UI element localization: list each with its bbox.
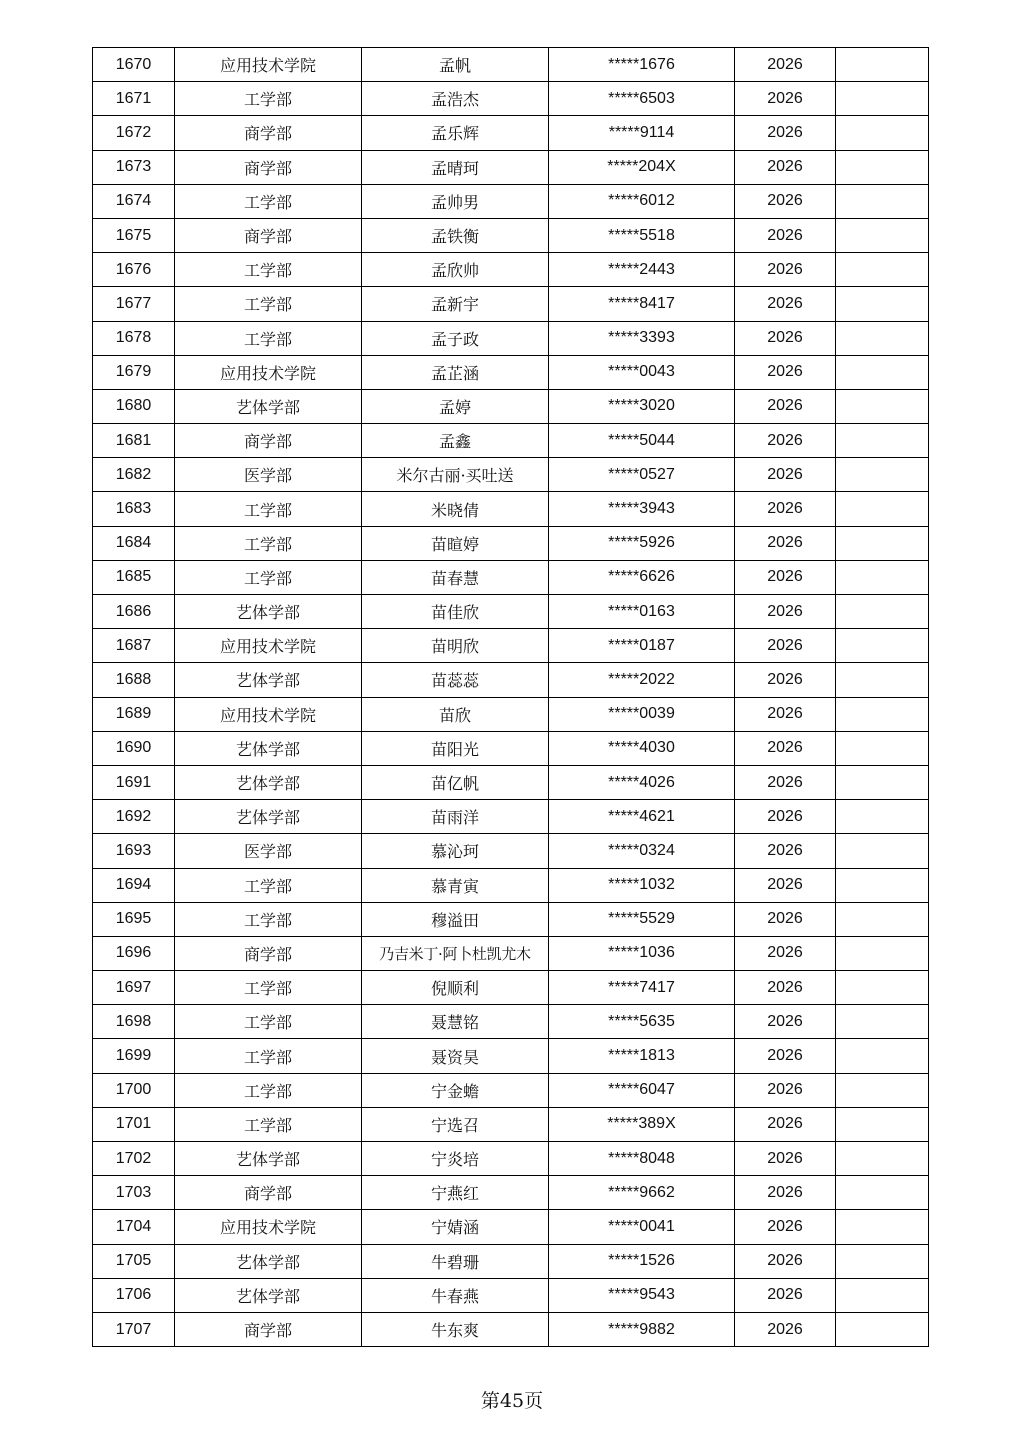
remark-cell (836, 1073, 929, 1107)
year-cell: 2026 (735, 82, 836, 116)
student-name-cell: 聂资昊 (362, 1039, 549, 1073)
student-name-cell: 孟芷涵 (362, 355, 549, 389)
table-row (93, 184, 929, 218)
year-cell: 2026 (735, 663, 836, 697)
remark-cell (836, 560, 929, 594)
table-row (93, 82, 929, 116)
student-name-cell: 孟帆 (362, 48, 549, 82)
masked-id-cell: *****8048 (549, 1142, 735, 1176)
remark-cell (836, 389, 929, 423)
row-number-cell: 1676 (93, 253, 175, 287)
student-name-cell: 苗暄婷 (362, 526, 549, 560)
table-row (93, 1278, 929, 1312)
student-name-cell: 米尔古丽·买吐送 (362, 458, 549, 492)
student-name-cell: 孟浩杰 (362, 82, 549, 116)
masked-id-cell: *****2443 (549, 253, 735, 287)
table-row (93, 1210, 929, 1244)
table-row (93, 868, 929, 902)
row-number-cell: 1702 (93, 1142, 175, 1176)
year-cell: 2026 (735, 765, 836, 799)
department-cell: 商学部 (175, 218, 362, 252)
masked-id-cell: *****1813 (549, 1039, 735, 1073)
masked-id-cell: *****6047 (549, 1073, 735, 1107)
remark-cell (836, 1005, 929, 1039)
student-name-cell: 苗蕊蕊 (362, 663, 549, 697)
student-name-cell: 倪顺利 (362, 971, 549, 1005)
department-cell: 商学部 (175, 1176, 362, 1210)
masked-id-cell: *****6626 (549, 560, 735, 594)
department-cell: 工学部 (175, 902, 362, 936)
department-cell: 艺体学部 (175, 1142, 362, 1176)
department-cell: 工学部 (175, 1039, 362, 1073)
row-number-cell: 1699 (93, 1039, 175, 1073)
row-number-cell: 1674 (93, 184, 175, 218)
year-cell: 2026 (735, 184, 836, 218)
student-name-cell: 宁金蟾 (362, 1073, 549, 1107)
remark-cell (836, 458, 929, 492)
department-cell: 艺体学部 (175, 389, 362, 423)
year-cell: 2026 (735, 800, 836, 834)
year-cell: 2026 (735, 1278, 836, 1312)
student-name-cell: 苗阳光 (362, 731, 549, 765)
department-cell: 艺体学部 (175, 800, 362, 834)
year-cell: 2026 (735, 560, 836, 594)
year-cell: 2026 (735, 731, 836, 765)
year-cell: 2026 (735, 424, 836, 458)
masked-id-cell: *****1676 (549, 48, 735, 82)
year-cell: 2026 (735, 1176, 836, 1210)
student-name-cell: 穆溢田 (362, 902, 549, 936)
row-number-cell: 1698 (93, 1005, 175, 1039)
department-cell: 商学部 (175, 116, 362, 150)
year-cell: 2026 (735, 526, 836, 560)
row-number-cell: 1696 (93, 936, 175, 970)
row-number-cell: 1706 (93, 1278, 175, 1312)
department-cell: 工学部 (175, 560, 362, 594)
department-cell: 工学部 (175, 971, 362, 1005)
table-row (93, 287, 929, 321)
masked-id-cell: *****3943 (549, 492, 735, 526)
row-number-cell: 1686 (93, 595, 175, 629)
roster-table-body (93, 48, 929, 1347)
year-cell: 2026 (735, 389, 836, 423)
table-row (93, 389, 929, 423)
table-row (93, 116, 929, 150)
table-row (93, 834, 929, 868)
row-number-cell: 1678 (93, 321, 175, 355)
department-cell: 应用技术学院 (175, 629, 362, 663)
student-name-cell: 宁燕红 (362, 1176, 549, 1210)
student-name-cell: 孟乐辉 (362, 116, 549, 150)
masked-id-cell: *****0163 (549, 595, 735, 629)
year-cell: 2026 (735, 1210, 836, 1244)
remark-cell (836, 971, 929, 1005)
remark-cell (836, 116, 929, 150)
masked-id-cell: *****0039 (549, 697, 735, 731)
department-cell: 艺体学部 (175, 663, 362, 697)
masked-id-cell: *****0324 (549, 834, 735, 868)
table-row (93, 765, 929, 799)
table-row (93, 697, 929, 731)
masked-id-cell: *****3020 (549, 389, 735, 423)
remark-cell (836, 1312, 929, 1346)
remark-cell (836, 253, 929, 287)
table-row (93, 458, 929, 492)
year-cell: 2026 (735, 116, 836, 150)
department-cell: 艺体学部 (175, 731, 362, 765)
department-cell: 商学部 (175, 424, 362, 458)
masked-id-cell: *****4030 (549, 731, 735, 765)
row-number-cell: 1693 (93, 834, 175, 868)
student-name-cell: 孟晴珂 (362, 150, 549, 184)
remark-cell (836, 629, 929, 663)
student-name-cell: 聂慧铭 (362, 1005, 549, 1039)
table-row (93, 1176, 929, 1210)
masked-id-cell: *****8417 (549, 287, 735, 321)
row-number-cell: 1703 (93, 1176, 175, 1210)
row-number-cell: 1707 (93, 1312, 175, 1346)
student-name-cell: 苗雨洋 (362, 800, 549, 834)
row-number-cell: 1679 (93, 355, 175, 389)
masked-id-cell: *****5926 (549, 526, 735, 560)
remark-cell (836, 321, 929, 355)
row-number-cell: 1695 (93, 902, 175, 936)
year-cell: 2026 (735, 1244, 836, 1278)
table-row (93, 1073, 929, 1107)
masked-id-cell: *****204X (549, 150, 735, 184)
student-name-cell: 慕青寅 (362, 868, 549, 902)
remark-cell (836, 834, 929, 868)
year-cell: 2026 (735, 902, 836, 936)
row-number-cell: 1704 (93, 1210, 175, 1244)
table-row (93, 595, 929, 629)
student-name-cell: 宁选召 (362, 1107, 549, 1141)
student-name-cell: 苗春慧 (362, 560, 549, 594)
department-cell: 艺体学部 (175, 1244, 362, 1278)
row-number-cell: 1682 (93, 458, 175, 492)
remark-cell (836, 902, 929, 936)
year-cell: 2026 (735, 1312, 836, 1346)
year-cell: 2026 (735, 287, 836, 321)
year-cell: 2026 (735, 1073, 836, 1107)
row-number-cell: 1688 (93, 663, 175, 697)
department-cell: 商学部 (175, 150, 362, 184)
table-row (93, 800, 929, 834)
year-cell: 2026 (735, 971, 836, 1005)
masked-id-cell: *****9662 (549, 1176, 735, 1210)
department-cell: 工学部 (175, 868, 362, 902)
table-row (93, 1244, 929, 1278)
department-cell: 工学部 (175, 253, 362, 287)
department-cell: 工学部 (175, 321, 362, 355)
remark-cell (836, 1244, 929, 1278)
row-number-cell: 1692 (93, 800, 175, 834)
department-cell: 工学部 (175, 287, 362, 321)
table-row (93, 1312, 929, 1346)
remark-cell (836, 150, 929, 184)
student-name-cell: 孟欣帅 (362, 253, 549, 287)
masked-id-cell: *****5518 (549, 218, 735, 252)
department-cell: 商学部 (175, 936, 362, 970)
remark-cell (836, 697, 929, 731)
remark-cell (836, 868, 929, 902)
remark-cell (836, 1278, 929, 1312)
masked-id-cell: *****9114 (549, 116, 735, 150)
masked-id-cell: *****5529 (549, 902, 735, 936)
masked-id-cell: *****1036 (549, 936, 735, 970)
student-name-cell: 苗亿帆 (362, 765, 549, 799)
row-number-cell: 1691 (93, 765, 175, 799)
student-name-cell: 宁婧涵 (362, 1210, 549, 1244)
department-cell: 应用技术学院 (175, 1210, 362, 1244)
masked-id-cell: *****389X (549, 1107, 735, 1141)
table-row (93, 1107, 929, 1141)
student-name-cell: 米晓倩 (362, 492, 549, 526)
remark-cell (836, 287, 929, 321)
remark-cell (836, 663, 929, 697)
year-cell: 2026 (735, 458, 836, 492)
student-name-cell: 苗欣 (362, 697, 549, 731)
student-name-cell: 苗明欣 (362, 629, 549, 663)
row-number-cell: 1684 (93, 526, 175, 560)
table-row (93, 629, 929, 663)
masked-id-cell: *****4621 (549, 800, 735, 834)
table-row (93, 48, 929, 82)
masked-id-cell: *****9882 (549, 1312, 735, 1346)
remark-cell (836, 800, 929, 834)
remark-cell (836, 424, 929, 458)
table-row (93, 253, 929, 287)
remark-cell (836, 1142, 929, 1176)
masked-id-cell: *****9543 (549, 1278, 735, 1312)
roster-table (92, 47, 929, 1347)
year-cell: 2026 (735, 595, 836, 629)
year-cell: 2026 (735, 321, 836, 355)
table-row (93, 560, 929, 594)
row-number-cell: 1701 (93, 1107, 175, 1141)
row-number-cell: 1685 (93, 560, 175, 594)
remark-cell (836, 765, 929, 799)
year-cell: 2026 (735, 1107, 836, 1141)
remark-cell (836, 595, 929, 629)
table-row (93, 526, 929, 560)
department-cell: 工学部 (175, 82, 362, 116)
year-cell: 2026 (735, 697, 836, 731)
remark-cell (836, 1107, 929, 1141)
remark-cell (836, 936, 929, 970)
student-name-cell: 孟婷 (362, 389, 549, 423)
table-row (93, 218, 929, 252)
department-cell: 艺体学部 (175, 1278, 362, 1312)
remark-cell (836, 1176, 929, 1210)
masked-id-cell: *****6503 (549, 82, 735, 116)
remark-cell (836, 355, 929, 389)
student-name-cell: 孟帅男 (362, 184, 549, 218)
student-name-cell: 孟铁衡 (362, 218, 549, 252)
department-cell: 艺体学部 (175, 765, 362, 799)
department-cell: 商学部 (175, 1312, 362, 1346)
table-row (93, 902, 929, 936)
student-name-cell: 乃吉米丁·阿卜杜凯尤木 (362, 936, 549, 970)
table-row (93, 492, 929, 526)
student-name-cell: 孟新宇 (362, 287, 549, 321)
remark-cell (836, 492, 929, 526)
year-cell: 2026 (735, 936, 836, 970)
row-number-cell: 1670 (93, 48, 175, 82)
row-number-cell: 1705 (93, 1244, 175, 1278)
table-row (93, 936, 929, 970)
masked-id-cell: *****2022 (549, 663, 735, 697)
year-cell: 2026 (735, 868, 836, 902)
table-row (93, 1005, 929, 1039)
department-cell: 工学部 (175, 1107, 362, 1141)
masked-id-cell: *****1032 (549, 868, 735, 902)
department-cell: 工学部 (175, 526, 362, 560)
masked-id-cell: *****1526 (549, 1244, 735, 1278)
department-cell: 工学部 (175, 1073, 362, 1107)
department-cell: 工学部 (175, 492, 362, 526)
year-cell: 2026 (735, 253, 836, 287)
year-cell: 2026 (735, 1142, 836, 1176)
row-number-cell: 1673 (93, 150, 175, 184)
row-number-cell: 1689 (93, 697, 175, 731)
year-cell: 2026 (735, 629, 836, 663)
remark-cell (836, 526, 929, 560)
masked-id-cell: *****3393 (549, 321, 735, 355)
remark-cell (836, 184, 929, 218)
remark-cell (836, 1039, 929, 1073)
student-name-cell: 牛东爽 (362, 1312, 549, 1346)
table-row (93, 971, 929, 1005)
masked-id-cell: *****6012 (549, 184, 735, 218)
remark-cell (836, 1210, 929, 1244)
student-name-cell: 苗佳欣 (362, 595, 549, 629)
remark-cell (836, 82, 929, 116)
row-number-cell: 1675 (93, 218, 175, 252)
table-row (93, 321, 929, 355)
department-cell: 医学部 (175, 458, 362, 492)
masked-id-cell: *****0041 (549, 1210, 735, 1244)
table-row (93, 355, 929, 389)
year-cell: 2026 (735, 48, 836, 82)
row-number-cell: 1700 (93, 1073, 175, 1107)
department-cell: 工学部 (175, 184, 362, 218)
year-cell: 2026 (735, 1005, 836, 1039)
row-number-cell: 1683 (93, 492, 175, 526)
year-cell: 2026 (735, 218, 836, 252)
year-cell: 2026 (735, 492, 836, 526)
table-row (93, 150, 929, 184)
row-number-cell: 1687 (93, 629, 175, 663)
student-name-cell: 牛碧珊 (362, 1244, 549, 1278)
row-number-cell: 1690 (93, 731, 175, 765)
page-number: 第45页 (480, 1390, 544, 1412)
table-row (93, 731, 929, 765)
department-cell: 艺体学部 (175, 595, 362, 629)
year-cell: 2026 (735, 834, 836, 868)
remark-cell (836, 731, 929, 765)
row-number-cell: 1672 (93, 116, 175, 150)
remark-cell (836, 218, 929, 252)
student-name-cell: 宁炎培 (362, 1142, 549, 1176)
row-number-cell: 1697 (93, 971, 175, 1005)
student-name-cell: 慕沁珂 (362, 834, 549, 868)
remark-cell (836, 48, 929, 82)
masked-id-cell: *****7417 (549, 971, 735, 1005)
table-row (93, 1142, 929, 1176)
table-row (93, 663, 929, 697)
table-row (93, 424, 929, 458)
masked-id-cell: *****0527 (549, 458, 735, 492)
row-number-cell: 1681 (93, 424, 175, 458)
department-cell: 应用技术学院 (175, 697, 362, 731)
row-number-cell: 1671 (93, 82, 175, 116)
row-number-cell: 1694 (93, 868, 175, 902)
student-name-cell: 孟子政 (362, 321, 549, 355)
masked-id-cell: *****5044 (549, 424, 735, 458)
masked-id-cell: *****0043 (549, 355, 735, 389)
year-cell: 2026 (735, 1039, 836, 1073)
department-cell: 应用技术学院 (175, 355, 362, 389)
student-name-cell: 牛春燕 (362, 1278, 549, 1312)
masked-id-cell: *****4026 (549, 765, 735, 799)
masked-id-cell: *****0187 (549, 629, 735, 663)
department-cell: 应用技术学院 (175, 48, 362, 82)
table-row (93, 1039, 929, 1073)
year-cell: 2026 (735, 150, 836, 184)
year-cell: 2026 (735, 355, 836, 389)
row-number-cell: 1680 (93, 389, 175, 423)
row-number-cell: 1677 (93, 287, 175, 321)
department-cell: 工学部 (175, 1005, 362, 1039)
department-cell: 医学部 (175, 834, 362, 868)
masked-id-cell: *****5635 (549, 1005, 735, 1039)
student-name-cell: 孟鑫 (362, 424, 549, 458)
